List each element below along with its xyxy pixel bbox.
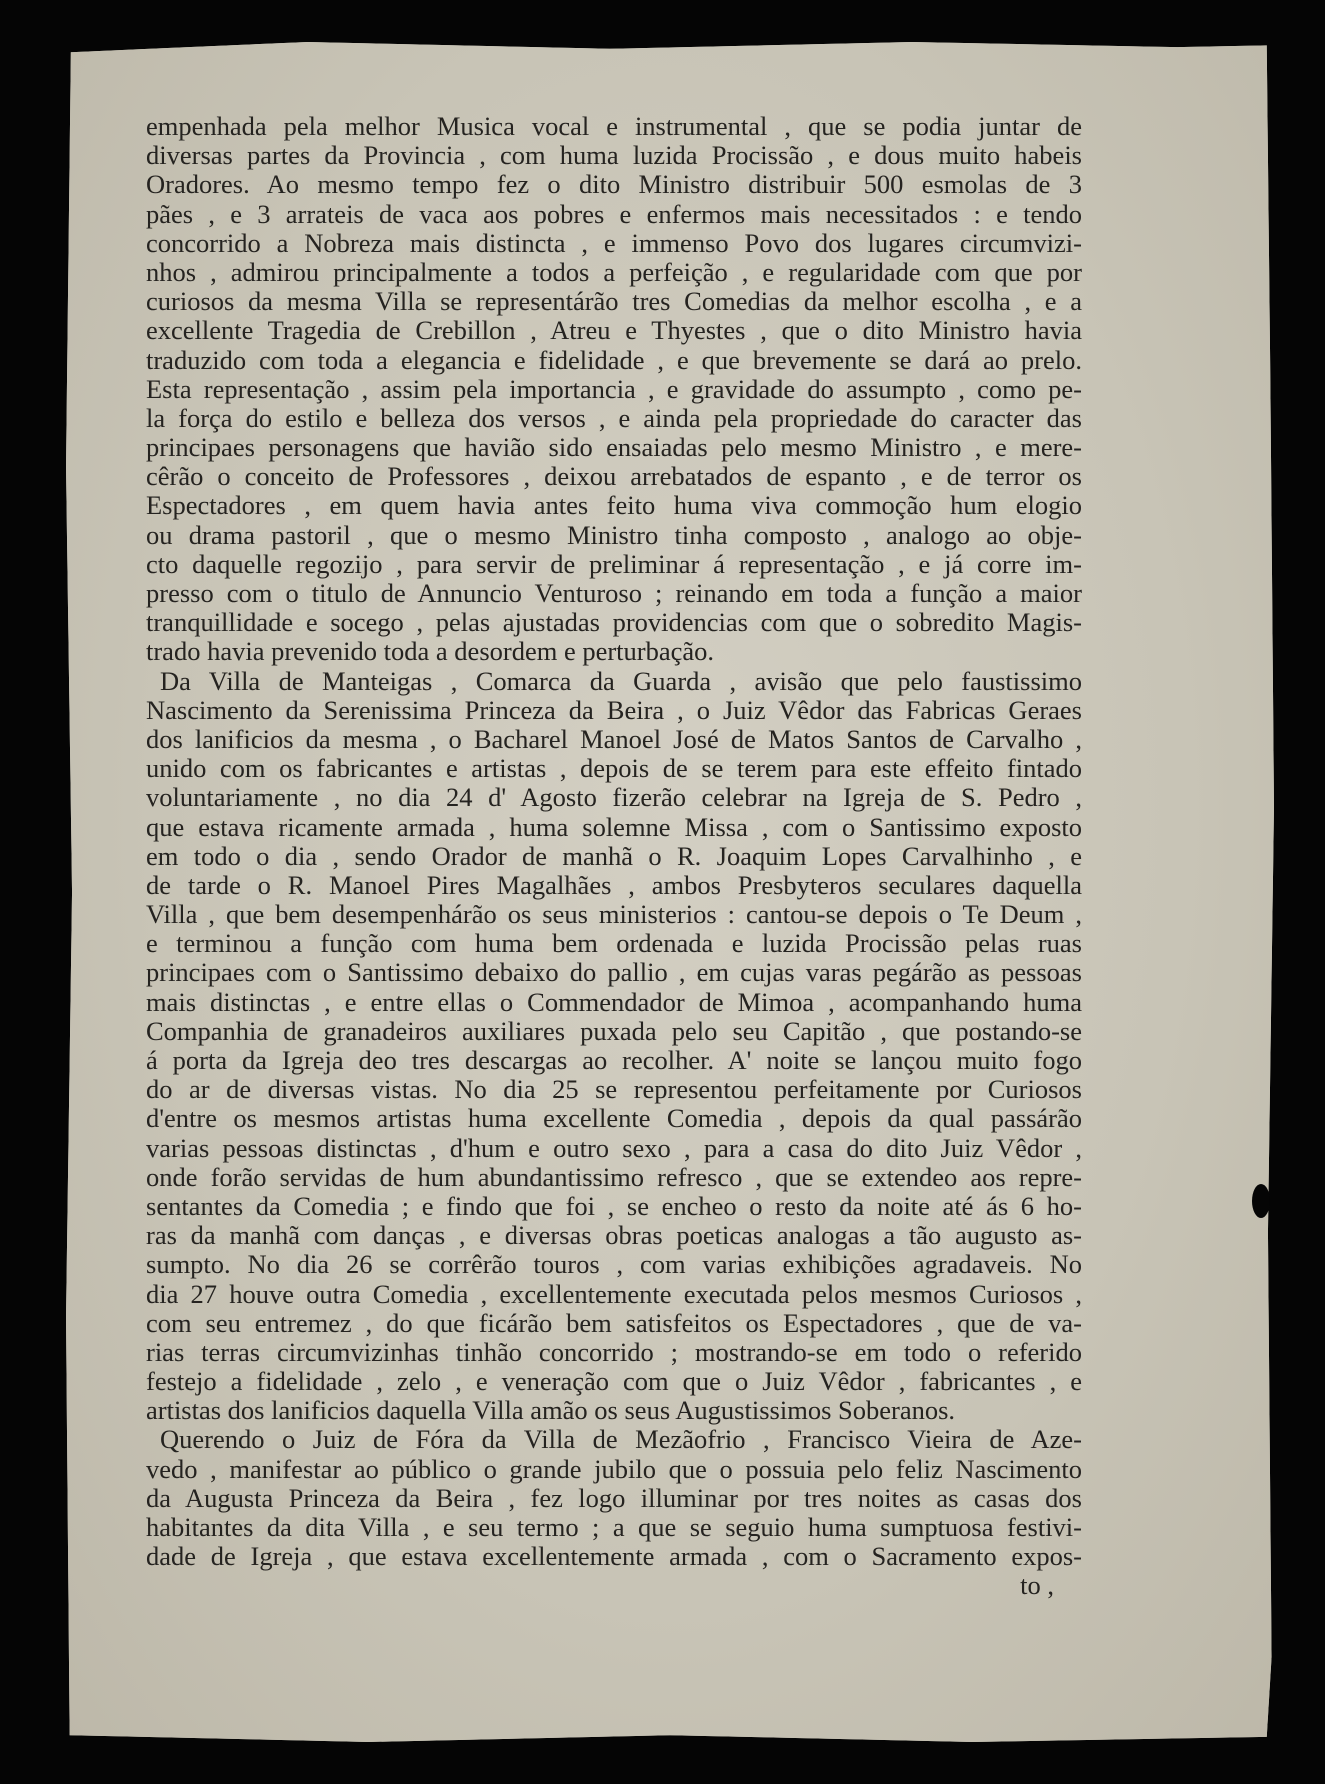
- text-line: cto daquelle regozijo , para servir de preliminar á representação , e já corre im-: [146, 548, 1082, 579]
- text-line: diversas partes da Provincia , com huma luzida Procissão , e dous muito habeis: [146, 140, 1082, 171]
- text-line: principaes personagens que havião sido ensaiadas pelo mesmo Ministro , e mere-: [146, 432, 1082, 463]
- text-line: que estava ricamente armada , huma solemne Missa , com o Santissimo exposto: [146, 811, 1082, 842]
- text-line: de tarde o R. Manoel Pires Magalhães , ambos Presbyteros seculares daquella: [146, 869, 1082, 900]
- text-line: da Augusta Princeza da Beira , fez logo illuminar por tres noites as casas dos: [146, 1482, 1082, 1513]
- text-line: varias pessoas distinctas , d'hum e outro sexo , para a casa do dito Juiz Vêdor ,: [146, 1132, 1082, 1163]
- text-line: Espectadores , em quem havia antes feito huma viva commoção hum elogio: [146, 490, 1082, 521]
- text-line: Esta representação , assim pela importancia , e gravidade do assumpto , como pe-: [146, 373, 1082, 404]
- text-line: dos lanificios da mesma , o Bacharel Manoel José de Matos Santos de Carvalho ,: [146, 723, 1082, 754]
- text-line: em todo o dia , sendo Orador de manhã o R. Joaquim Lopes Carvalhinho , e: [146, 840, 1082, 871]
- text-line: Querendo o Juiz de Fóra da Villa de Mezãofrio , Francisco Vieira de Aze-: [160, 1424, 1082, 1455]
- text-line: presso com o titulo de Annuncio Venturoso ; reinando em toda a função a maior: [146, 578, 1082, 608]
- text-line: Companhia de granadeiros auxiliares puxada pelo seu Capitão , que postando-se: [146, 1015, 1082, 1046]
- page-hole: [1252, 1184, 1270, 1218]
- text-line: traduzido com toda a elegancia e fidelidade , e que brevemente se dará ao prelo.: [146, 344, 1082, 375]
- text-line: á porta da Igreja deo tres descargas ao recolher. A' noite se lançou muito fogo: [146, 1045, 1082, 1075]
- text-line: mais distinctas , e entre ellas o Commendador de Mimoa , acompanhando huma: [146, 986, 1082, 1017]
- text-line: com seu entremez , do que ficárão bem satisfeitos os Espectadores , que de va-: [146, 1307, 1082, 1338]
- text-line: Nascimento da Serenissima Princeza da Beira , o Juiz Vêdor das Fabricas Geraes: [146, 694, 1082, 725]
- text-line: d'entre os mesmos artistas huma excellente Comedia , depois da qual passárão: [146, 1103, 1082, 1134]
- text-line: e terminou a função com huma bem ordenada e luzida Procissão pelas ruas: [146, 928, 1082, 959]
- text-line: cêrão o conceito de Professores , deixou arrebatados de espanto , e de terror os: [146, 461, 1082, 492]
- text-line: rias terras circumvizinhas tinhão concorrido ; mostrando-se em todo o referido: [146, 1336, 1082, 1367]
- text-line: la força do estilo e belleza dos versos , e ainda pela propriedade do caracter das: [146, 402, 1082, 433]
- text-line: unido com os fabricantes e artistas , depois de se terem para este effeito fintado: [146, 753, 1082, 784]
- text-line: pães , e 3 arrateis de vaca aos pobres e enfermos mais necessitados : e tendo: [146, 198, 1082, 229]
- text-line: concorrido a Nobreza mais distincta , e immenso Povo dos lugares circumvizi-: [146, 227, 1082, 258]
- text-line: trado havia prevenido toda a desordem e perturbação.: [146, 636, 715, 667]
- text-line: dia 27 houve outra Comedia , excellentemente executada pelos mesmos Curiosos ,: [146, 1278, 1082, 1309]
- text-line: excellente Tragedia de Crebillon , Atreu e Thyestes , que o dito Ministro havia: [146, 315, 1082, 346]
- document-body: [146, 112, 1082, 1601]
- text-line: do ar de diversas vistas. No dia 25 se representou perfeitamente por Curiosos: [146, 1074, 1082, 1105]
- text-line: Da Villa de Manteigas , Comarca da Guarda , avisão que pelo faustissimo: [160, 665, 1082, 696]
- text-line: voluntariamente , no dia 24 d' Agosto fizerão celebrar na Igreja de S. Pedro ,: [146, 782, 1082, 813]
- text-line: onde forão servidas de hum abundantissimo refresco , que se extendeo aos repre-: [146, 1161, 1082, 1192]
- text-line: vedo , manifestar ao público o grande jubilo que o possuia pelo feliz Nascimento: [146, 1453, 1082, 1484]
- text-line: curiosos da mesma Villa se representárão tres Comedias da melhor escolha , e a: [146, 286, 1082, 317]
- text-line: artistas dos lanificios daquella Villa amão os seus Augustissimos Soberanos.: [146, 1395, 956, 1426]
- text-line: empenhada pela melhor Musica vocal e instrumental , que se podia juntar de: [146, 111, 1082, 141]
- text-line: ras da manhã com danças , e diversas obras poeticas analogas a tão augusto as-: [146, 1220, 1082, 1251]
- text-line: Villa , que bem desempenhárão os seus ministerios : cantou-se depois o Te Deum ,: [146, 899, 1082, 930]
- text-line: sumpto. No dia 26 se corrêrão touros , com varias exhibições agradaveis. No: [146, 1249, 1082, 1280]
- text-line: tranquillidade e socego , pelas ajustadas providencias com que o sobredito Magis-: [146, 607, 1082, 638]
- catchword: to ,: [1020, 1570, 1054, 1601]
- text-line: habitantes da dita Villa , e seu termo ; a que se seguio huma sumptuosa festivi-: [146, 1512, 1082, 1542]
- text-line: ou drama pastoril , que o mesmo Ministro tinha composto , analogo ao obje-: [146, 519, 1082, 550]
- text-line: festejo a fidelidade , zelo , e veneração com que o Juiz Vêdor , fabricantes , e: [146, 1366, 1082, 1397]
- text-line: sentantes da Comedia ; e findo que foi , se encheo o resto da noite até ás 6 ho-: [146, 1190, 1082, 1221]
- text-line: dade de Igreja , que estava excellentemente armada , com o Sacramento expos-: [146, 1541, 1082, 1572]
- text-line: nhos , admirou principalmente a todos a perfeição , e regularidade com que por: [146, 256, 1082, 287]
- text-line: Oradores. Ao mesmo tempo fez o dito Ministro distribuir 500 esmolas de 3: [146, 169, 1082, 200]
- text-line: principaes com o Santissimo debaixo do pallio , em cujas varas pegárão as pessoas: [146, 957, 1082, 988]
